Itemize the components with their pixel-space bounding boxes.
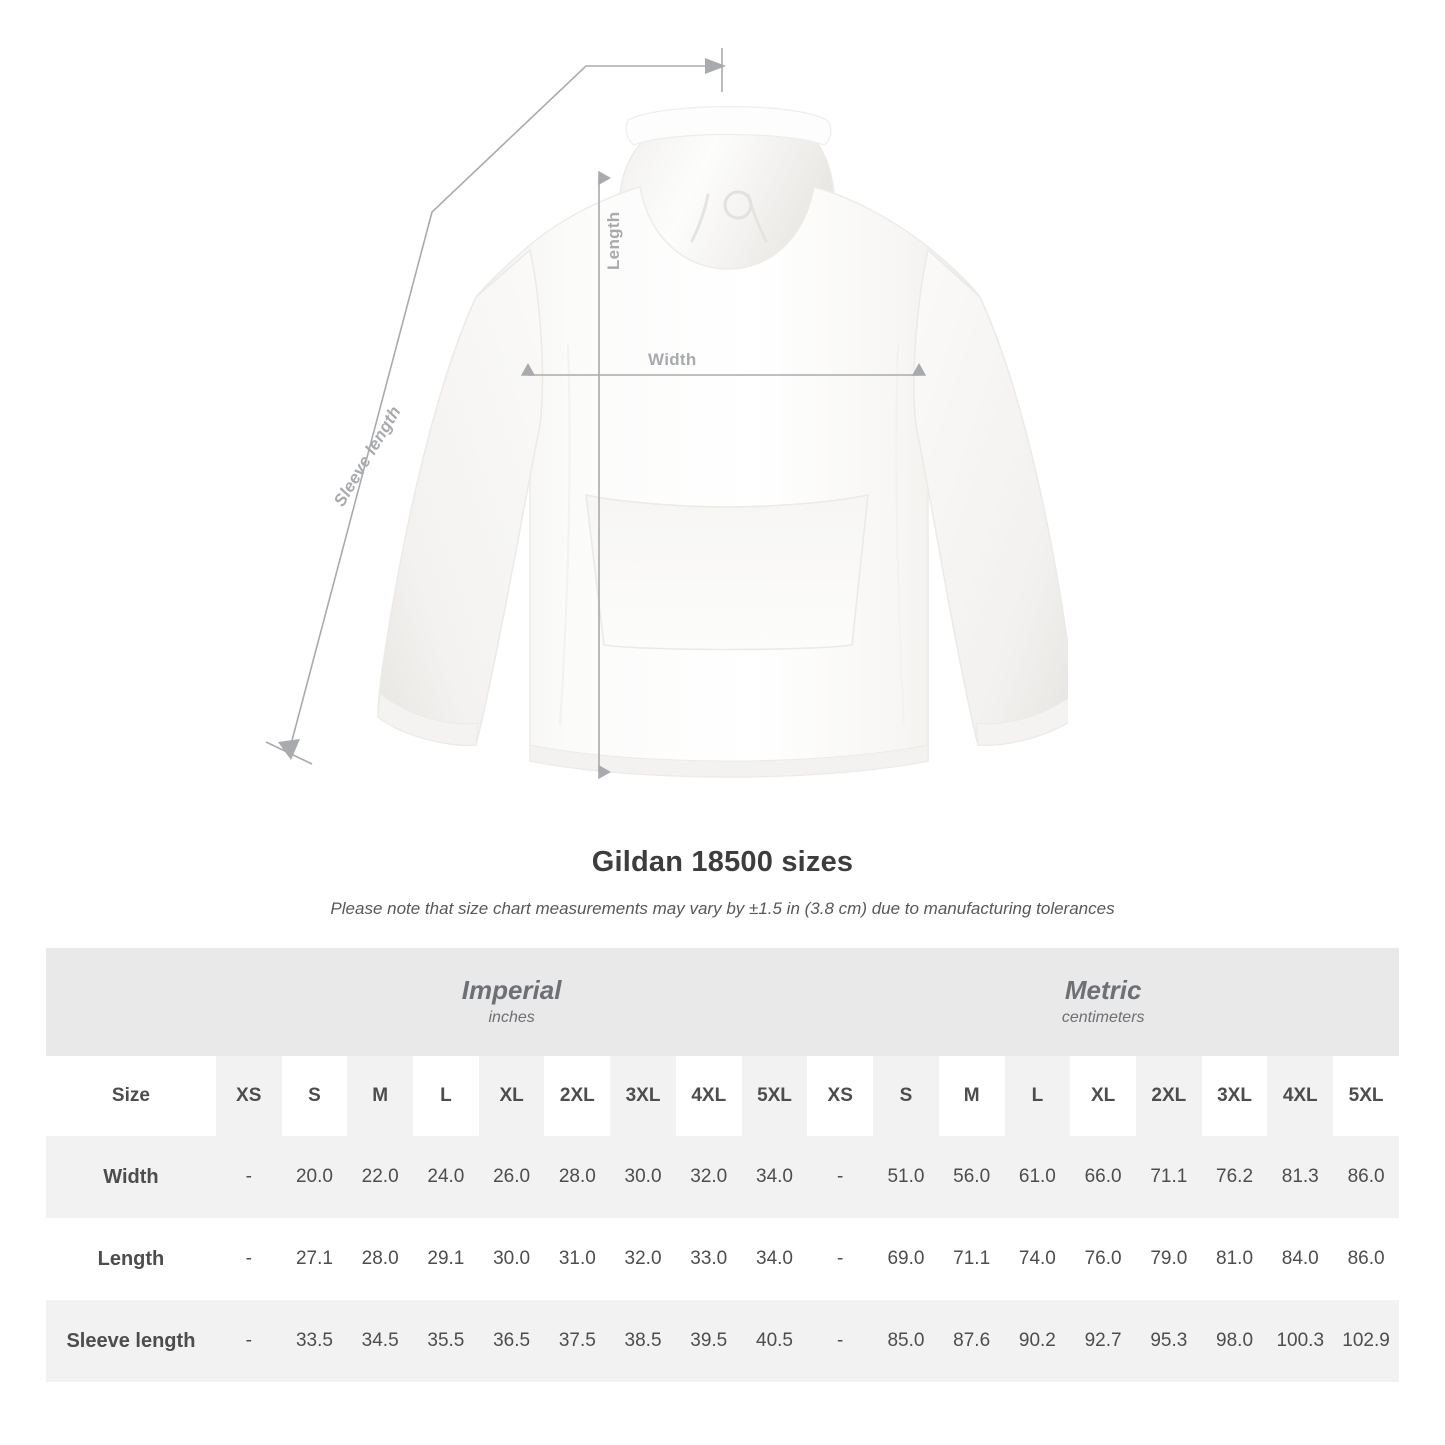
header-metric-4xl: 4XL (1267, 1056, 1333, 1136)
cell-width-metric-4xl: 81.3 (1267, 1136, 1333, 1218)
header-metric-m: M (939, 1056, 1005, 1136)
unit-metric (807, 948, 1399, 1056)
page-subtitle: Please note that size chart measurements may vary by ±1.5 in (3.8 cm) due to manufacturing tolerances (330, 899, 1115, 918)
cell-length-imperial-3xl: 32.0 (610, 1218, 676, 1300)
table-row (46, 1136, 1399, 1218)
cell-sleeve-imperial-l: 35.5 (413, 1300, 479, 1382)
unit-imperial-sub: inches (488, 1009, 535, 1027)
cell-length-metric-5xl: 86.0 (1333, 1218, 1399, 1300)
header-metric-2xl: 2XL (1136, 1056, 1202, 1136)
header-imperial-3xl: 3XL (610, 1056, 676, 1136)
row-label-width: Width (46, 1136, 216, 1218)
cell-sleeve-metric-l: 90.2 (1005, 1300, 1071, 1382)
sleeve-length-label: Sleeve length (330, 402, 405, 510)
cell-length-imperial-s: 27.1 (282, 1218, 348, 1300)
header-imperial-4xl: 4XL (676, 1056, 742, 1136)
cell-sleeve-imperial-2xl: 37.5 (544, 1300, 610, 1382)
cell-width-imperial-2xl: 28.0 (544, 1136, 610, 1218)
row-label-length: Length (46, 1218, 216, 1300)
size-chart-table (46, 948, 1399, 1382)
cell-length-imperial-4xl: 33.0 (676, 1218, 742, 1300)
length-label: Length (604, 211, 623, 270)
cell-sleeve-imperial-4xl: 39.5 (676, 1300, 742, 1382)
row-label-sleeve-length: Sleeve length (46, 1300, 216, 1382)
cell-sleeve-imperial-5xl: 40.5 (742, 1300, 808, 1382)
cell-width-metric-xl: 66.0 (1070, 1136, 1136, 1218)
header-imperial-2xl: 2XL (544, 1056, 610, 1136)
cell-length-imperial-m: 28.0 (347, 1218, 413, 1300)
cell-length-metric-xs: - (807, 1218, 873, 1300)
cell-sleeve-imperial-xs: - (216, 1300, 282, 1382)
cell-sleeve-metric-4xl: 100.3 (1267, 1300, 1333, 1382)
cell-length-metric-l: 74.0 (1005, 1218, 1071, 1300)
unit-imperial (216, 948, 807, 1056)
cell-sleeve-metric-5xl: 102.9 (1333, 1300, 1399, 1382)
cell-sleeve-metric-xl: 92.7 (1070, 1300, 1136, 1382)
header-metric-3xl: 3XL (1202, 1056, 1268, 1136)
cell-sleeve-metric-3xl: 98.0 (1202, 1300, 1268, 1382)
size-header-row (46, 1056, 1399, 1136)
unit-imperial-name: Imperial (461, 974, 562, 1005)
cell-sleeve-imperial-xl: 36.5 (479, 1300, 545, 1382)
cell-width-imperial-3xl: 30.0 (610, 1136, 676, 1218)
cell-sleeve-metric-2xl: 95.3 (1136, 1300, 1202, 1382)
cell-sleeve-metric-xs: - (807, 1300, 873, 1382)
unit-metric-sub: centimeters (1061, 1009, 1145, 1027)
table-row (46, 1300, 1399, 1382)
size-header-label: Size (46, 1056, 216, 1136)
header-metric-s: S (873, 1056, 939, 1136)
header-metric-5xl: 5XL (1333, 1056, 1399, 1136)
cell-length-imperial-5xl: 34.0 (742, 1218, 808, 1300)
cell-length-imperial-xs: - (216, 1218, 282, 1300)
cell-length-metric-xl: 76.0 (1070, 1218, 1136, 1300)
cell-length-metric-s: 69.0 (873, 1218, 939, 1300)
table-row (46, 1218, 1399, 1300)
header-metric-l: L (1005, 1056, 1071, 1136)
width-label: Width (648, 350, 697, 369)
cell-length-metric-m: 71.1 (939, 1218, 1005, 1300)
header-imperial-s: S (282, 1056, 348, 1136)
cell-width-imperial-xl: 26.0 (479, 1136, 545, 1218)
cell-length-imperial-2xl: 31.0 (544, 1218, 610, 1300)
units-row (46, 948, 1399, 1056)
unit-metric-name: Metric (1064, 974, 1142, 1005)
header-imperial-l: L (413, 1056, 479, 1136)
cell-length-imperial-xl: 30.0 (479, 1218, 545, 1300)
cell-sleeve-metric-m: 87.6 (939, 1300, 1005, 1382)
cell-sleeve-metric-s: 85.0 (873, 1300, 939, 1382)
header-metric-xs: XS (807, 1056, 873, 1136)
cell-length-metric-4xl: 84.0 (1267, 1218, 1333, 1300)
header-imperial-m: M (347, 1056, 413, 1136)
header-imperial-xs: XS (216, 1056, 282, 1136)
cell-width-metric-2xl: 71.1 (1136, 1136, 1202, 1218)
cell-width-metric-l: 61.0 (1005, 1136, 1071, 1218)
page-title: Gildan 18500 sizes (591, 846, 854, 878)
header-imperial-xl: XL (479, 1056, 545, 1136)
cell-width-imperial-4xl: 32.0 (676, 1136, 742, 1218)
cell-width-imperial-l: 24.0 (413, 1136, 479, 1218)
cell-length-metric-3xl: 81.0 (1202, 1218, 1268, 1300)
cell-length-imperial-l: 29.1 (413, 1218, 479, 1300)
header-imperial-5xl: 5XL (742, 1056, 808, 1136)
cell-sleeve-imperial-s: 33.5 (282, 1300, 348, 1382)
cell-width-imperial-xs: - (216, 1136, 282, 1218)
header-metric-xl: XL (1070, 1056, 1136, 1136)
cell-width-metric-m: 56.0 (939, 1136, 1005, 1218)
cell-sleeve-imperial-3xl: 38.5 (610, 1300, 676, 1382)
cell-width-imperial-s: 20.0 (282, 1136, 348, 1218)
size-chart-table-wrap (46, 948, 1399, 1382)
cell-width-metric-3xl: 76.2 (1202, 1136, 1268, 1218)
cell-width-imperial-5xl: 34.0 (742, 1136, 808, 1218)
cell-width-metric-5xl: 86.0 (1333, 1136, 1399, 1218)
units-spacer (46, 948, 216, 1056)
cell-length-metric-2xl: 79.0 (1136, 1218, 1202, 1300)
cell-width-metric-xs: - (807, 1136, 873, 1218)
cell-sleeve-imperial-m: 34.5 (347, 1300, 413, 1382)
cell-width-imperial-m: 22.0 (347, 1136, 413, 1218)
cell-width-metric-s: 51.0 (873, 1136, 939, 1218)
